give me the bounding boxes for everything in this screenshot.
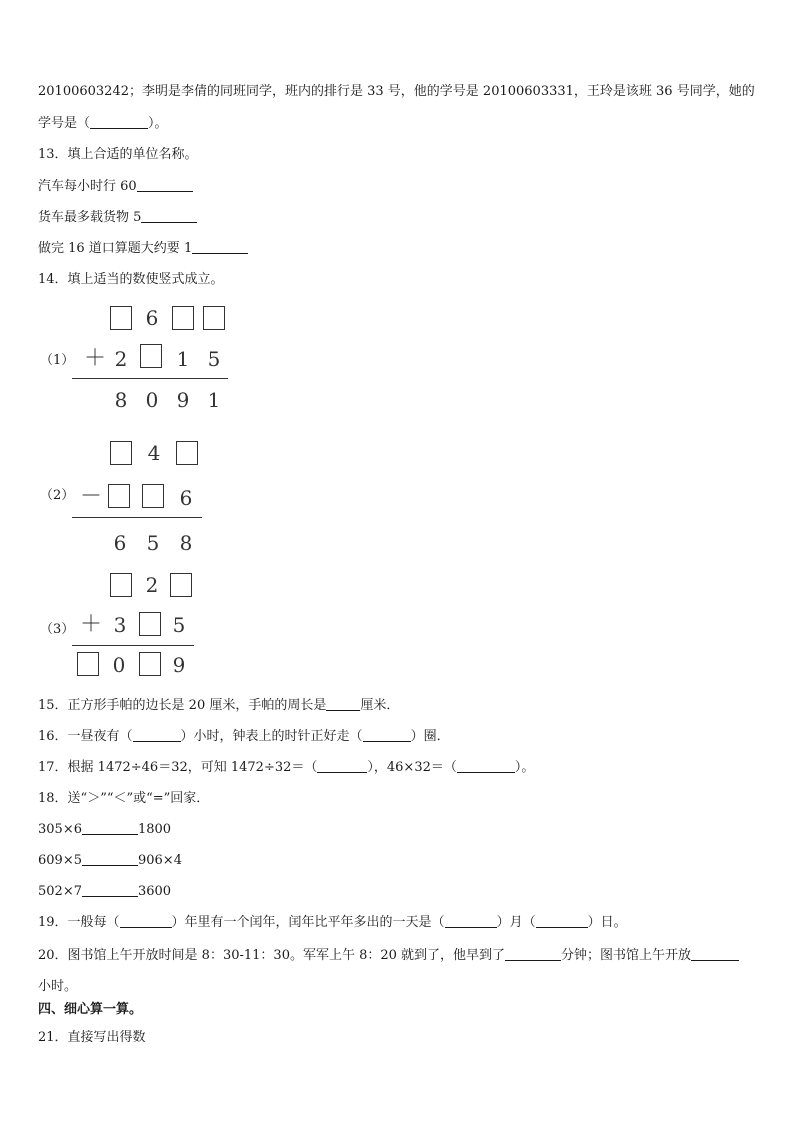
calc-1-digit: 6 [145, 306, 159, 330]
q18-row [38, 851, 182, 871]
q17-c: ）。 [514, 760, 535, 775]
q17-blank-1[interactable] [317, 758, 367, 773]
q13-blank-1[interactable] [137, 177, 193, 192]
q18-title: 18．送“＞”“＜”或“=”回家． [38, 791, 210, 806]
calc-2-blank-box[interactable] [142, 484, 164, 508]
calc-1-digit: 5 [207, 347, 221, 371]
q20-blank-2[interactable] [691, 946, 739, 961]
calc-1-blank-box[interactable] [140, 344, 162, 368]
q17-blank-2[interactable] [457, 758, 515, 773]
calc-2-result-digit: 6 [113, 531, 127, 555]
q20-b: 分钟；图书馆上午开放 [561, 948, 692, 963]
calc-3-result-digit: 0 [112, 653, 126, 677]
q16 [38, 727, 450, 747]
q16-a: 16．一昼夜有（ [38, 729, 133, 744]
q18-left: 609×5 [38, 853, 82, 868]
calc-3-label: （3） [40, 622, 75, 637]
calc-1-result-digit: 1 [207, 388, 221, 412]
calc-3-rule [72, 645, 194, 646]
q13-title: 13．填上合适的单位名称。 [38, 147, 198, 162]
minus-sign: － [80, 484, 103, 509]
calc-3-blank-box[interactable] [110, 573, 132, 597]
q16-c: ）圈． [410, 729, 450, 744]
calc-2-blank-box[interactable] [108, 484, 130, 508]
q17-a: 17．根据 1472÷46＝32，可知 1472÷32＝（ [38, 760, 318, 775]
q18-compare-blank-3[interactable] [82, 882, 138, 897]
q15-pre: 15．正方形手帕的边长是 20 厘米，手帕的周长是 [38, 698, 327, 713]
q19-blank-1[interactable] [120, 913, 172, 928]
q14-title: 14．填上适当的数使竖式成立。 [38, 272, 224, 287]
calc-1-blank-box[interactable] [110, 306, 132, 330]
calc-1-digit: 2 [114, 347, 128, 371]
calc-3-result-digit: 9 [172, 653, 186, 677]
calc-3-blank-box[interactable] [139, 612, 161, 636]
q20-line2: 小时。 [38, 979, 78, 994]
q17-b: ），46×32＝（ [367, 760, 457, 775]
calc-3-blank-box[interactable] [77, 652, 99, 676]
plus-sign: ＋ [80, 612, 103, 637]
calc-2-blank-box[interactable] [110, 441, 132, 465]
calc-3-digit: 3 [113, 613, 127, 637]
q12-line1: 20100603242；李明是李倩的同班同学，班内的排行是 33 号，他的学号是 20100603331，王玲是该班 36 号同学，她的 [38, 84, 755, 99]
q18-row [38, 882, 171, 902]
q20-a: 20．图书馆上午开放时间是 8：30-11：30。军军上午 8：20 就到了，他早到了 [38, 948, 506, 963]
q13-blank-2[interactable] [141, 208, 197, 223]
q15-blank[interactable] [326, 696, 360, 711]
q18-right: 3600 [137, 884, 172, 899]
section-4-heading: 四、细心算一算。 [38, 1002, 143, 1017]
q12-answer-blank[interactable] [90, 114, 148, 129]
q17 [38, 758, 534, 778]
calc-3-digit: 5 [172, 613, 186, 637]
q13-item [38, 239, 248, 259]
q19-c: ）月（ [496, 915, 536, 930]
q13-item [38, 177, 193, 197]
q19-b: ）年里有一个闰年，闰年比平年多出的一天是（ [171, 915, 445, 930]
q13-blank-3[interactable] [192, 239, 248, 254]
calc-3-blank-box[interactable] [170, 573, 192, 597]
plus-sign: ＋ [84, 346, 107, 371]
q12-line2-post: ）。 [148, 116, 168, 131]
q18-compare-blank-2[interactable] [82, 851, 138, 866]
q13-item-text: 做完 16 道口算题大约要 1 [38, 241, 193, 256]
calc-1-result-digit: 8 [114, 388, 128, 412]
q21-title: 21．直接写出得数 [38, 1030, 146, 1045]
q18-right: 906×4 [137, 853, 182, 868]
q18-left: 305×6 [38, 822, 82, 837]
q13-item [38, 208, 197, 228]
q13-item-text: 货车最多载货物 5 [38, 210, 142, 225]
calc-2-result-digit: 5 [146, 531, 160, 555]
q16-blank-1[interactable] [133, 727, 181, 742]
calc-1-blank-box[interactable] [172, 306, 194, 330]
calc-1-label: （1） [40, 353, 75, 368]
q18-compare-blank-1[interactable] [82, 820, 138, 835]
q20-blank-1[interactable] [505, 946, 561, 961]
calc-2-blank-box[interactable] [176, 441, 198, 465]
calc-1-blank-box[interactable] [203, 306, 225, 330]
q19-blank-3[interactable] [536, 913, 588, 928]
calc-2-label: （2） [40, 488, 75, 503]
q19-d: ）日。 [587, 915, 627, 930]
q15-post: 厘米． [360, 698, 400, 713]
q12-line2 [38, 114, 168, 134]
calc-3-digit: 2 [145, 573, 159, 597]
calc-1-result-digit: 0 [145, 388, 159, 412]
calc-2-digit: 4 [147, 441, 161, 465]
calc-1-rule [72, 378, 228, 379]
calc-3-blank-box[interactable] [139, 652, 161, 676]
q18-row [38, 820, 171, 840]
q19 [38, 913, 627, 933]
q20-line1 [38, 946, 739, 966]
q15 [38, 696, 399, 716]
calc-2-result-digit: 8 [179, 531, 193, 555]
q18-right: 1800 [137, 822, 172, 837]
q18-left: 502×7 [38, 884, 82, 899]
q19-a: 19．一般每（ [38, 915, 120, 930]
calc-1-digit: 1 [176, 347, 190, 371]
calc-2-digit: 6 [179, 486, 193, 510]
q13-item-text: 汽车每小时行 60 [38, 179, 137, 194]
q16-blank-2[interactable] [363, 727, 411, 742]
q19-blank-2[interactable] [445, 913, 497, 928]
q16-b: ）小时，钟表上的时针正好走（ [180, 729, 363, 744]
calc-2-rule [72, 517, 202, 518]
calc-1-result-digit: 9 [176, 388, 190, 412]
q12-line2-pre: 学号是（ [38, 116, 91, 131]
